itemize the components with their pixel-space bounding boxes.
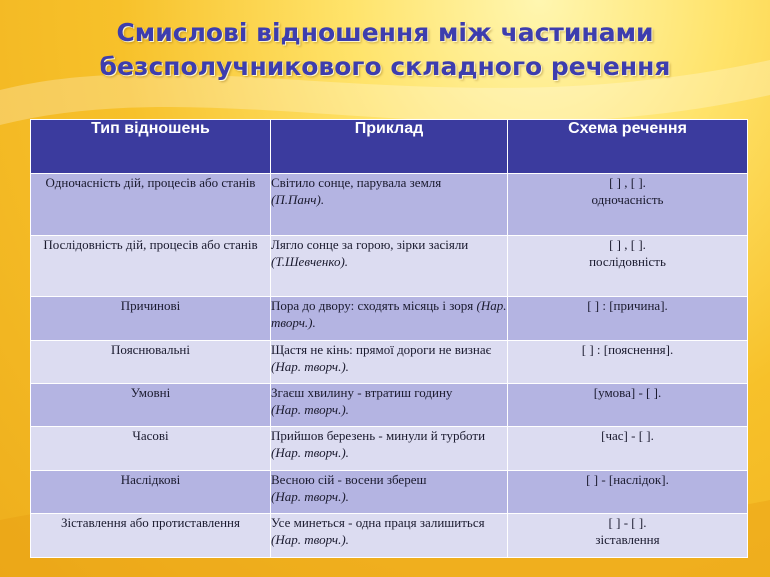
scheme-text: [ ] : [пояснення].: [581, 342, 674, 357]
scheme-cell: [508, 236, 748, 297]
example-text: Світило сонце, парувала земля: [271, 175, 442, 190]
scheme-cell: [508, 471, 748, 514]
example-text: Лягло сонце за горою, зірки засіяли: [271, 237, 469, 252]
example-text: Усе минеться - одна праця залишиться: [271, 515, 485, 530]
example-source: (Нар. творч.).: [271, 359, 349, 374]
type-cell: Наслідкові: [31, 471, 271, 514]
table-row: [31, 427, 748, 471]
scheme-cell: [508, 174, 748, 236]
scheme-cell: [508, 427, 748, 471]
scheme-cell: [508, 297, 748, 341]
scheme-text: [ ] : [причина].: [587, 298, 668, 313]
example-source: (Нар. творч.).: [271, 298, 507, 330]
scheme-note: одночасність: [591, 192, 664, 207]
example-text: Пора до двору: сходять місяць і зоря: [271, 298, 474, 313]
table-header-row: [31, 120, 748, 174]
example-cell: [271, 427, 508, 471]
example-source: (Нар. творч.).: [271, 402, 349, 417]
scheme-text: [ ] - [ ].: [608, 515, 647, 530]
table-row: [31, 471, 748, 514]
example-source: (П.Панч).: [271, 192, 325, 207]
header-example: Приклад: [271, 120, 508, 174]
header-scheme: Схема речення: [508, 120, 748, 174]
scheme-text: [ ] , [ ].: [609, 237, 646, 252]
table-row: [31, 297, 748, 341]
type-cell: Пояснювальні: [31, 341, 271, 384]
header-type: Тип відношень: [31, 120, 271, 174]
scheme-text: [час] - [ ].: [601, 428, 654, 443]
scheme-text: [умова] - [ ].: [593, 385, 662, 400]
type-cell: Послідовність дій, процесів або станів: [31, 236, 271, 297]
scheme-cell: [508, 341, 748, 384]
type-cell: Часові: [31, 427, 271, 471]
example-cell: [271, 174, 508, 236]
example-cell: [271, 236, 508, 297]
table-row: [31, 514, 748, 558]
example-cell: [271, 384, 508, 427]
example-cell: [271, 514, 508, 558]
example-text: Весною сій - восени збереш: [271, 472, 427, 487]
example-source: (Т.Шевченко).: [271, 254, 349, 269]
scheme-note: зіставлення: [595, 532, 660, 547]
table-row: [31, 341, 748, 384]
type-cell: Зіставлення або протиставлення: [31, 514, 271, 558]
title-line-2: безсполучникового складного речення: [99, 52, 671, 81]
table-row: [31, 384, 748, 427]
example-source: (Нар. творч.).: [271, 489, 349, 504]
example-source: (Нар. творч.).: [271, 532, 349, 547]
type-cell: Одночасність дій, процесів або станів: [31, 174, 271, 236]
example-text: Згаєш хвилину - втратиш годину: [271, 385, 453, 400]
example-cell: [271, 297, 508, 341]
example-cell: [271, 341, 508, 384]
relations-table: [30, 119, 748, 558]
example-text: Щастя не кінь: прямої дороги не визнає: [271, 342, 492, 357]
table-row: [31, 236, 748, 297]
type-cell: Причинові: [31, 297, 271, 341]
slide-title: [0, 16, 770, 84]
type-cell: Умовні: [31, 384, 271, 427]
example-source: (Нар. творч.).: [271, 445, 349, 460]
scheme-cell: [508, 384, 748, 427]
example-text: Прийшов березень - минули й турботи: [271, 428, 486, 443]
title-line-1: Смислові відношення між частинами: [116, 18, 654, 47]
scheme-note: послідовність: [589, 254, 666, 269]
scheme-text: [ ] - [наслідок].: [586, 472, 669, 487]
table-row: [31, 174, 748, 236]
scheme-cell: [508, 514, 748, 558]
example-cell: [271, 471, 508, 514]
scheme-text: [ ] , [ ].: [609, 175, 646, 190]
